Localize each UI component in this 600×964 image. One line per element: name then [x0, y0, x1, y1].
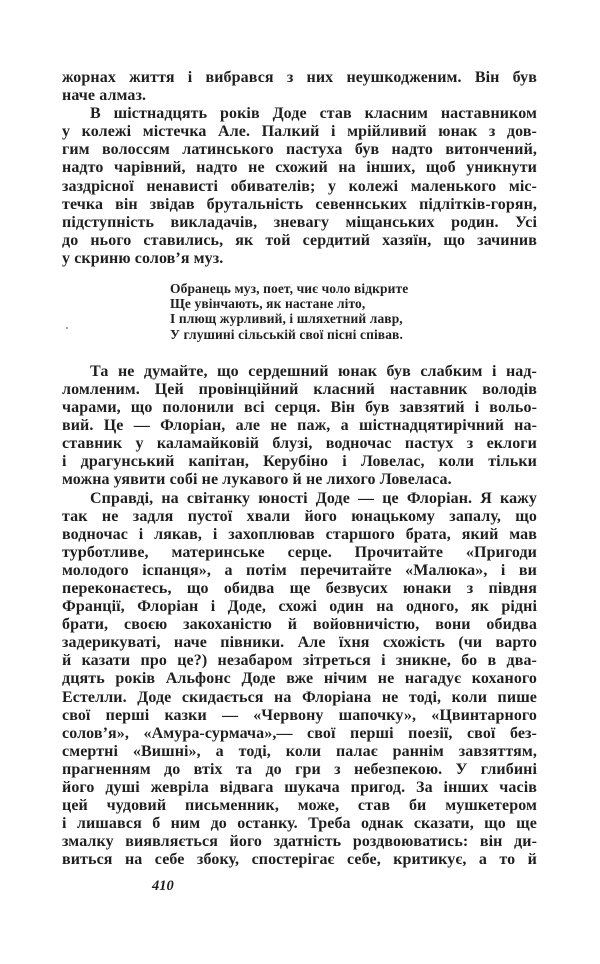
text-line: у скриню солов’я муз. — [62, 249, 224, 267]
text-line: ломленим. Цей провінційний класний наставник володів — [62, 380, 537, 398]
text-line: і лишався б ним до останку. Треба однак сказати, що ще — [62, 815, 537, 833]
paragraph — [62, 69, 537, 105]
text-line: підступність викладачів, зневагу міщанських родин. Усі — [62, 213, 537, 231]
text-line: свої перші казки — «Червону шапочку», «Цвинтарного — [62, 706, 537, 724]
text-line: Естелли. Доде скидається на Флоріана не тоді, коли пише — [62, 688, 537, 706]
text-line: і драгунський капітан, Керубіно і Ловелас, коли тільки — [62, 453, 537, 471]
text-line: турботливе, материнське серце. Прочитайте «Пригоди — [62, 543, 537, 561]
text-line: вий. Це — Флоріан, але не паж, а шістнадцятирічний на- — [62, 417, 537, 435]
text-line: У глушині сільській свої пісні співав. — [170, 326, 403, 342]
text-line: Та не думайте, що сердешний юнак був слабким і над- — [90, 362, 537, 380]
text-block — [62, 69, 537, 869]
text-line: Франції, Флоріан і Доде, схожі один на одного, як рідні — [62, 598, 537, 616]
text-line: солов’я», «Амура-сурмача»,— свої перші поезії, свої без- — [62, 724, 537, 742]
paragraph — [62, 105, 537, 268]
text-line: заздрісної ненависті обивателів; у колежі маленького міс- — [62, 177, 537, 195]
verse-quote — [170, 281, 537, 342]
text-line: задерикуваті, наче півники. Але їхня схожість (чи варто — [62, 634, 537, 652]
paragraph — [62, 363, 537, 490]
text-line: виться на себе збоку, спостерігає себе, критикує, а то й — [62, 851, 537, 869]
text-line: надто чарівний, надто не схожий на інших, щоб уникнути — [62, 159, 537, 177]
text-line: й казати про це?) незабаром зітреться і зникне, бо в два- — [62, 652, 537, 670]
text-line: Справді, на світанку юності Доде — це Флоріан. Я кажу — [90, 489, 537, 507]
page-number: 410 — [152, 878, 174, 895]
text-line: цей чудовий письменник, може, став би мушкетером — [62, 797, 537, 815]
text-line: В шістнадцять років Доде став класним наставником — [90, 105, 537, 123]
text-line: смертні «Вишні», а тоді, коли палає раннім завзяттям, — [62, 742, 537, 760]
scan-artifact — [66, 327, 68, 329]
text-line: дцять років Альфонс Доде вже нічим не нагадує коханого — [62, 670, 537, 688]
text-line: жорнах життя і вибрався з них неушкодженим. Він був — [62, 69, 537, 86]
text-line: його душі жевріла відвага шукача пригод. За інших часів — [62, 779, 537, 796]
text-line: у колежі містечка Але. Палкий і мрійливий юнак з дов- — [62, 123, 537, 141]
text-line: Ще увінчають, як настане літо, — [170, 296, 366, 312]
text-line: водночас і лякав, і захоплював старшого брата, який мав — [62, 525, 537, 543]
text-line: молодого іспанця», а потім перечитайте «Малюка», і ви — [62, 561, 537, 579]
text-line: течка він звідав брутальність севеннських підлітків-горян, — [62, 195, 537, 213]
text-line: змалку виявляється його здатність роздвоюватись: він ди- — [62, 833, 537, 851]
text-line: І плющ журливий, і шляхетний лавр, — [170, 311, 403, 327]
text-line: прагненням до втіх та до гри з небезпекою. У глибині — [62, 760, 537, 778]
text-line: можна уявити собі не лукавого й не лихого Ловеласа. — [62, 471, 452, 489]
text-line: брати, своєю закоханістю й войовничістю, вони обидва — [62, 616, 537, 634]
text-line: переконаєтесь, що обидва ще безвусих юнаки з півдня — [62, 579, 537, 597]
text-line: Обранець муз, поет, чиє чоло відкрите — [170, 281, 409, 297]
text-line: наче алмаз. — [62, 87, 147, 105]
text-line: чарами, що полонили всі серця. Він був завзятий і вольо- — [62, 399, 537, 417]
text-line: так не задля пустої хвали його юнацькому запалу, що — [62, 507, 537, 525]
text-line: ставник у каламайковій блузі, водночас пастух з еклоги — [62, 435, 537, 453]
text-line: до нього ставились, як той сердитий хазяїн, що зачинив — [62, 231, 537, 249]
text-line: гим волоссям латинського пастуха був надто витончений, — [62, 141, 537, 159]
paragraph — [62, 490, 537, 870]
